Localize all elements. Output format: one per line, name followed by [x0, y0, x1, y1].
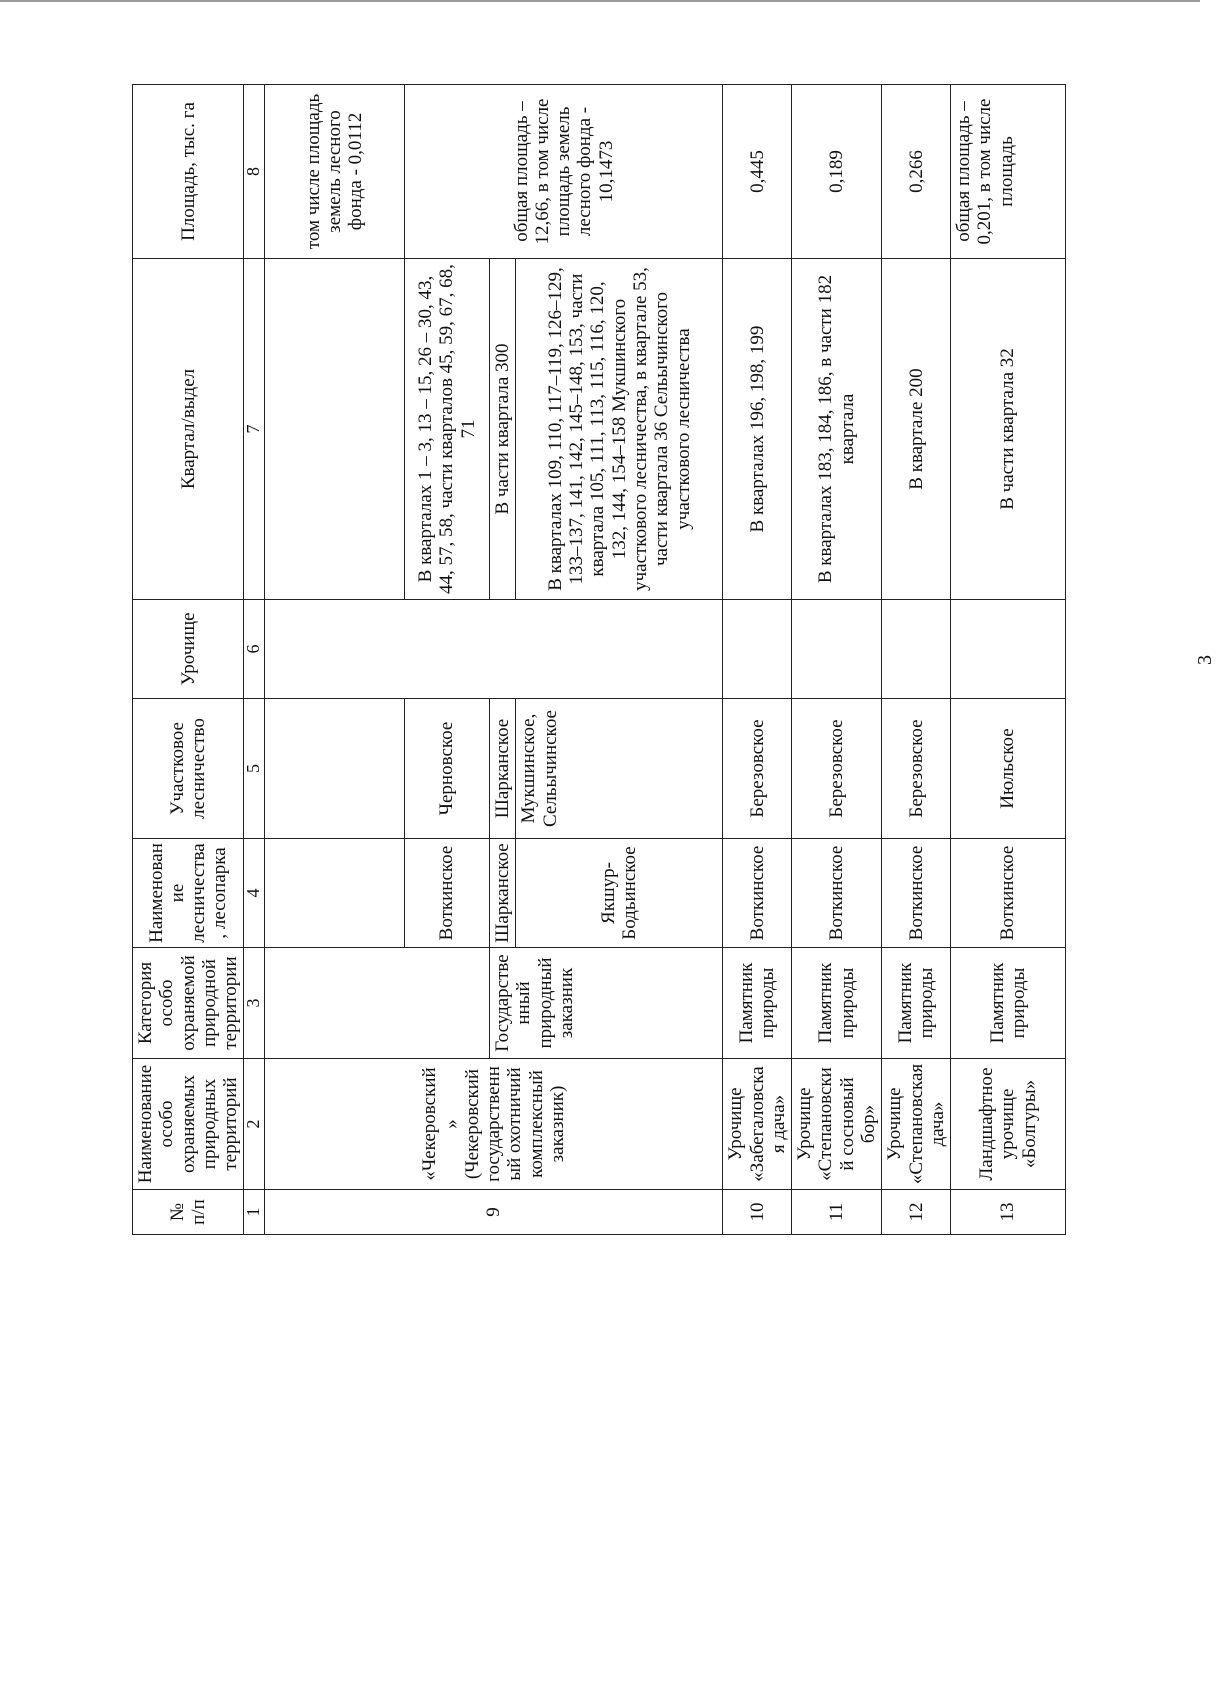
cell-category-empty — [265, 948, 490, 1059]
table-row-12 — [882, 85, 951, 1235]
cell-tract — [792, 600, 882, 699]
cell-quarter: В кварталах 1 – 3, 13 – 15, 26 – 30, 43, 44, 57, 58, части кварталов 45, 59, 67, 68, 71 — [405, 259, 490, 600]
header-tract: Урочище — [133, 600, 244, 699]
cell-name: Урочище «Степановский сосновый бор» — [792, 1059, 882, 1190]
header-district-forestry: Участковое лесничество — [133, 699, 244, 839]
column-number: 7 — [244, 259, 265, 600]
cell-district: Шарканское — [490, 699, 516, 839]
column-number: 8 — [244, 85, 265, 259]
cell-forestry: Воткинское — [882, 839, 951, 948]
cell-category: Памятник природы — [792, 948, 882, 1059]
header-name: Наименование особо охраняемых природных территорий — [133, 1059, 244, 1190]
cell-area: 0,266 — [882, 85, 951, 259]
rotated-page — [132, 85, 1216, 1235]
cell-category: Памятник природы — [723, 948, 792, 1059]
protected-territories-table — [132, 84, 1066, 1235]
cell-tract — [951, 600, 1066, 699]
cell-area: 0,189 — [792, 85, 882, 259]
cell-num: 13 — [951, 1190, 1066, 1235]
column-number: 3 — [244, 948, 265, 1059]
cell-forestry: Воткинское — [405, 839, 490, 948]
cell-district: Березовское — [792, 699, 882, 839]
cell-category: Государственный природный заказник — [490, 948, 723, 1059]
table-row-13 — [951, 85, 1066, 1235]
header-num: № п/п — [133, 1190, 244, 1235]
header-area: Площадь, тыс. га — [133, 85, 244, 259]
column-number: 5 — [244, 699, 265, 839]
cell-name: Урочище «Забегаловская дача» — [723, 1059, 792, 1190]
table-row-9-continued — [265, 85, 405, 1235]
cell-quarter: В кварталах 196, 198, 199 — [723, 259, 792, 600]
cell-forestry-empty — [265, 839, 405, 948]
cell-name: «Чекеровский» (Чекеровский государственный охотничий комплексный заказник) — [265, 1059, 723, 1190]
cell-district: Июльское — [951, 699, 1066, 839]
cell-tract — [723, 600, 792, 699]
cell-quarter-empty — [265, 259, 405, 600]
page-number: 3 — [1194, 655, 1216, 665]
header-row — [133, 85, 244, 1235]
cell-district: Березовское — [723, 699, 792, 839]
cell-name: Урочище «Степановская дача» — [882, 1059, 951, 1190]
cell-district-empty — [265, 699, 405, 839]
column-number: 1 — [244, 1190, 265, 1235]
cell-quarter: В кварталах 183, 184, 186, в части 182 квартала — [792, 259, 882, 600]
cell-forestry: Воткинское — [792, 839, 882, 948]
header-quarter: Квартал/выдел — [133, 259, 244, 600]
column-numbers-row — [244, 85, 265, 1235]
cell-district: Мукшинское, Сельычинское — [516, 699, 723, 839]
header-forestry: Наименование лесничества, лесопарка — [133, 839, 244, 948]
table-row-11 — [792, 85, 882, 1235]
cell-forestry: Якшур-Бодьинское — [516, 839, 723, 948]
cell-district: Черновское — [405, 699, 490, 839]
cell-quarter: В квартале 200 — [882, 259, 951, 600]
cell-area: общая площадь – 12,66, в том числе площадь земель лесного фонда - 10,1473 — [405, 85, 723, 259]
cell-quarter: В части квартала 300 — [490, 259, 516, 600]
cell-forestry: Воткинское — [951, 839, 1066, 948]
cell-name: Ландшафтное урочище «Болгуры» — [951, 1059, 1066, 1190]
column-number: 2 — [244, 1059, 265, 1190]
cell-num: 10 — [723, 1190, 792, 1235]
cell-forestry: Шарканское — [490, 839, 516, 948]
scan-edge — [0, 0, 1200, 2]
cell-num: 9 — [265, 1190, 723, 1235]
cell-forestry: Воткинское — [723, 839, 792, 948]
cell-num: 12 — [882, 1190, 951, 1235]
cell-area: 0,445 — [723, 85, 792, 259]
column-number: 6 — [244, 600, 265, 699]
column-number: 4 — [244, 839, 265, 948]
cell-quarter: В части квартала 32 — [951, 259, 1066, 600]
cell-quarter: В кварталах 109, 110, 117–119, 126–129, 133–137, 141, 142, 145–148, 153, части квартала 105, 111, 113, 115, 116, 120, 132, 144, 154–158 Мукшинского участкового лесничества, в квартале 53, части квартала 36 Сельычинского участкового лесничества — [516, 259, 723, 600]
cell-district: Березовское — [882, 699, 951, 839]
cell-area: общая площадь – 0,201, в том числе площадь — [951, 85, 1066, 259]
cell-num: 11 — [792, 1190, 882, 1235]
header-category: Категория особо охраняемой природной территории — [133, 948, 244, 1059]
cell-area-continued: том числе площадь земель лесного фонда - 0,0112 — [265, 85, 405, 259]
cell-category: Памятник природы — [951, 948, 1066, 1059]
cell-tract — [882, 600, 951, 699]
cell-tract-empty — [265, 600, 723, 699]
cell-category: Памятник природы — [882, 948, 951, 1059]
table-row-10 — [723, 85, 792, 1235]
